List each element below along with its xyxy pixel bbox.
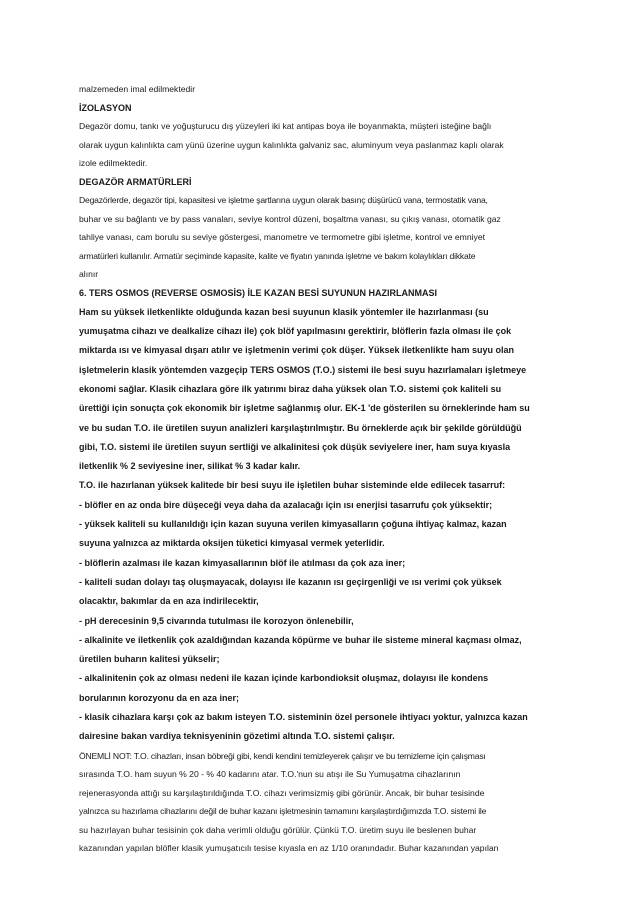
text-line: Ham su yüksek iletkenlikte olduğunda kazan besi suyunun klasik yöntemler ile hazırlanması (su xyxy=(79,306,489,317)
text-line: işletmelerin klasik yöntemden vazgeçip TERS OSMOS (T.O.) sistemi ile besi suyu hazırlamaları işletmeye xyxy=(79,364,527,375)
text-line: suyuna yalnızca az miktarda oksijen tüketici kimyasal vermek yeterlidir. xyxy=(79,538,385,549)
text-line: - klasik cihazlara karşı çok az bakım isteyen T.O. sisteminin özel personele ihtiyacı yoktur, yalnızca kazan xyxy=(79,712,528,723)
text-line: dairesine bakan vardiya teknisyeninin gözetimi altında T.O. sistemi çalışır. xyxy=(79,731,395,742)
text-line: izole edilmektedir. xyxy=(79,158,148,168)
text-line: borularının korozyonu da en aza iner; xyxy=(79,692,240,703)
text-line: - kaliteli sudan dolayı taş oluşmayacak, dolayısı ile kazanın ısı geçirgenliği ve ısı verimi çok yüksek xyxy=(79,576,502,587)
text-line: olarak uygun kalınlıkta cam yünü üzerine uygun kalınlıkta galvaniz sac, aluminyum veya paslanmaz kaplı olarak xyxy=(79,139,504,150)
text-line: tahliye vanası, cam borulu su seviye göstergesi, manometre ve termometre gibi işletme, kontrol ve emniyet xyxy=(79,232,485,242)
text-line: gibi, T.O. sistemi ile üretilen suyun sertliği ve alkalinitesi çok düşük seviyelere iner, ham suya kıyasla xyxy=(79,441,511,452)
text-line: - blöfler en az onda bire düşeceği veya daha da azalacağı için ısı enerjisi tasarrufu çok yüksektir; xyxy=(79,499,493,510)
section-heading: İZOLASYON xyxy=(79,102,132,113)
text-line: alınır xyxy=(79,269,99,279)
text-line: - blöflerin azalması ile kazan kimyasallarının blöf ile atılması da çok aza iner; xyxy=(79,557,406,568)
text-line: - alkalinite ve iletkenlik çok azaldığından kazanda köpürme ve buhar ile sisteme mineral kaçması olmaz, xyxy=(79,634,522,645)
text-line: sırasında T.O. ham suyun % 20 - % 40 kadarını atar. T.O.'nun su atışı ile Su Yumuşatma cihazlarının xyxy=(79,769,461,780)
text-line: olacaktır, bakımlar da en aza indirilecektir, xyxy=(79,596,259,607)
text-line: Degazörlerde, degazör tipi, kapasitesi ve işletme şartlarına uygun olarak basınç düşürücü vana, termostatik vana, xyxy=(79,195,488,205)
text-line: - yüksek kaliteli su kullanıldığı için kazan suyuna verilen kimyasalların çoğuna ihtiyaç kalmaz, kazan xyxy=(79,519,507,530)
text-line: ve bu sudan T.O. ile üretilen suyun analizleri karşılaştırılmıştır. Bu örneklerde açık bir şekilde görüldüğü xyxy=(79,422,522,433)
text-line: ürettiği için sonuçta çok ekonomik bir işletme sağlanmış olur. EK-1 'de gösterilen su örneklerinde ham su xyxy=(79,403,530,414)
text-line: iletkenlik % 2 seviyesine iner, silikat % 3 kadar kalır. xyxy=(79,461,301,472)
section-heading: DEGAZÖR ARMATÜRLERİ xyxy=(79,176,192,187)
text-line: buhar ve su bağlantı ve by pass vanaları, seviye kontrol düzeni, boşaltma vanası, su çıkış vanası, otomatik gaz xyxy=(79,213,501,224)
text-line: - pH derecesinin 9,5 civarında tutulması ile korozyon önlenebilir, xyxy=(79,615,354,626)
text-line: Degazör domu, tankı ve yoğuşturucu dış yüzeyleri iki kat antipas boya ile boyanmakta, müşteri isteğine bağlı xyxy=(79,121,492,131)
document-page xyxy=(79,80,573,858)
text-line: miktarda ısı ve kimyasal dışarı atılır ve işletmenin verimi çok düşer. Yüksek iletkenlikte ham suyu olan xyxy=(79,345,515,356)
text-line: su hazırlayan buhar tesisinin çok daha verimli olduğu görülür. Çünkü T.O. üretim suyu ile beslenen buhar xyxy=(79,824,477,835)
text-line: 6. TERS OSMOS (REVERSE OSMOSİS) İLE KAZAN BESİ SUYUNUN HAZIRLANMASI xyxy=(79,287,438,298)
text-line: - alkalinitenin çok az olması nedeni ile kazan içinde karbondioksit oluşmaz, dolayısı ile kondens xyxy=(79,673,489,684)
text-line: yalnızca su hazırlama cihazlarını değil de buhar kazanı işletmesinin tamamını karşılaştırdığımızda T.O. sistemi ile xyxy=(79,806,487,817)
text-line: malzemeden imal edilmektedir xyxy=(79,84,196,94)
text-line: kazanından yapılan blöfler klasik yumuşatıcılı tesise kıyasla en az 1/10 oranındadır. Buhar kazanından yapılan xyxy=(79,843,499,854)
text-line: rejenerasyonda attığı su karşılaştırıldığında T.O. cihazı verimsizmiş gibi görünür. Ancak, bir buhar tesisinde xyxy=(79,787,485,798)
text-line: ÖNEMLİ NOT: T.O. cihazları, insan böbreği gibi, kendi kendini temizleyerek çalışır ve bu temizleme için çalışması xyxy=(79,750,486,761)
text-line: armatürleri kullanılır. Armatür seçiminde kapasite, kalite ve fiyatın yanında işletme ve bakım kolaylıkları dikkate xyxy=(79,250,476,261)
text-line: ekonomi sağlar. Klasik cihazlara göre ilk yatırımı biraz daha yüksek olan T.O. sistemi çok kaliteli su xyxy=(79,383,502,394)
text-line: üretilen buharın kalitesi yükselir; xyxy=(79,654,220,665)
text-line: T.O. ile hazırlanan yüksek kalitede bir besi suyu ile işletilen buhar sisteminde elde edilecek tasarruf: xyxy=(79,480,506,491)
text-line: yumuşatma cihazı ve dealkalize cihazı ile) çok blöf yapılmasını gerektirir, blöflerin fazla olması ile çok xyxy=(79,326,512,337)
